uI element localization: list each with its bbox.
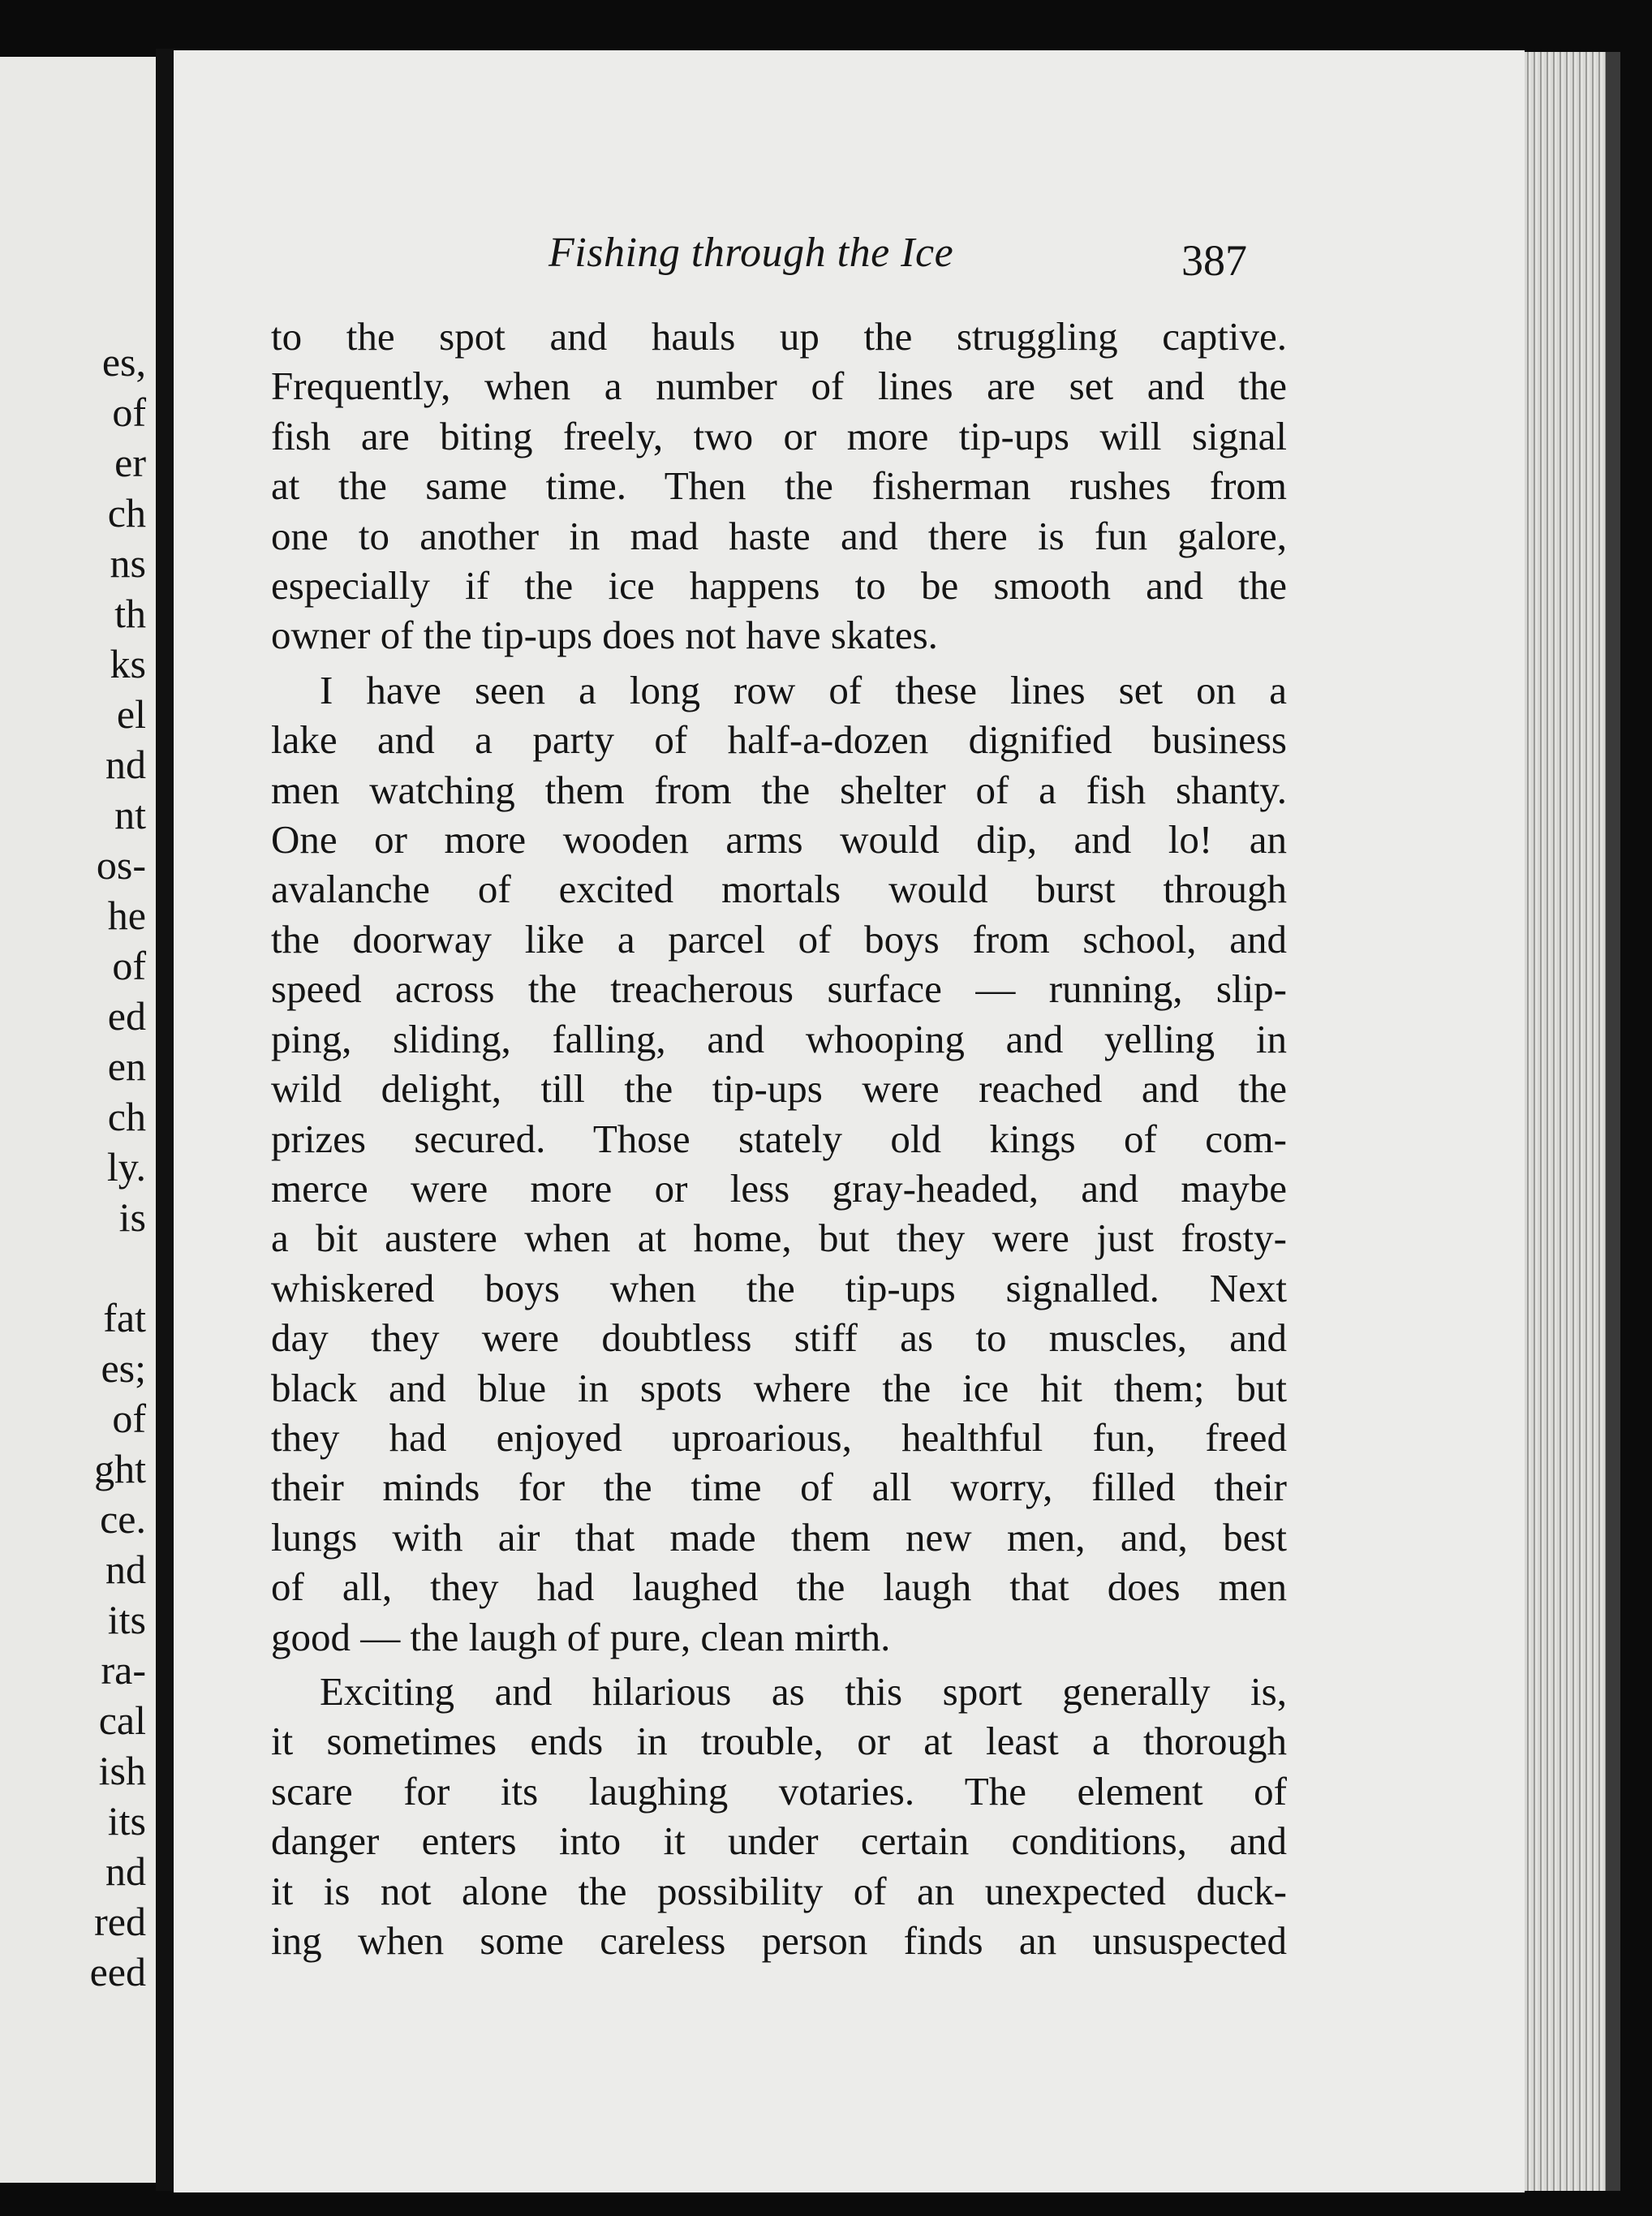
- left-page-fragment: os-: [96, 842, 146, 888]
- left-page-fragment: nd: [105, 1848, 146, 1894]
- text-line: danger enters into it under certain conditions, and: [271, 1818, 1287, 1864]
- left-facing-page: [0, 57, 159, 2183]
- left-page-fragment: nd: [105, 742, 146, 787]
- left-page-fragment: of: [112, 943, 146, 988]
- left-page-fragment: is: [118, 1194, 146, 1240]
- left-page-fragment: ch: [107, 1094, 146, 1139]
- text-line: day they were doubtless stiff as to muscles, and: [271, 1315, 1287, 1361]
- text-line: they had enjoyed uproarious, healthful fun, freed: [271, 1414, 1287, 1460]
- text-line: good — the laugh of pure, clean mirth.: [271, 1614, 891, 1659]
- left-page-fragment: er: [114, 440, 146, 485]
- left-page-fragment: el: [116, 691, 146, 737]
- left-page-fragment: of: [112, 389, 146, 435]
- book-gutter: [156, 49, 175, 2191]
- text-line: black and blue in spots where the ice hit them; but: [271, 1365, 1287, 1410]
- left-page-fragment: its: [107, 1798, 146, 1844]
- text-line: owner of the tip-ups does not have skates.: [271, 613, 938, 658]
- text-line: ing when some careless person finds an unsuspected: [271, 1918, 1287, 1963]
- left-page-fragment: nd: [105, 1547, 146, 1592]
- page-edges: [1525, 52, 1618, 2191]
- text-line: wild delight, till the tip-ups were reached and the: [271, 1066, 1287, 1112]
- left-page-fragment: th: [114, 591, 146, 636]
- text-line: one to another in mad haste and there is fun galore,: [271, 513, 1287, 558]
- text-line: fish are biting freely, two or more tip-ups will signal: [271, 413, 1287, 458]
- left-page-fragment: es,: [101, 339, 146, 385]
- page-number: 387: [1181, 236, 1247, 285]
- left-page-fragment: ish: [98, 1748, 146, 1793]
- text-line: men watching them from the shelter of a fish shanty.: [271, 767, 1287, 812]
- text-line: prizes secured. Those stately old kings of com-: [271, 1116, 1287, 1161]
- left-page-fragment: eed: [89, 1949, 146, 1994]
- text-line: especially if the ice happens to be smooth and the: [271, 563, 1287, 609]
- text-line: to the spot and hauls up the struggling captive.: [271, 314, 1287, 359]
- left-page-fragment: nt: [114, 792, 146, 837]
- left-page-fragment: cal: [98, 1697, 146, 1743]
- left-page-fragment: ed: [107, 993, 146, 1039]
- left-page-fragment: ns: [110, 540, 146, 586]
- text-line: it sometimes ends in trouble, or at least a thorough: [271, 1719, 1287, 1764]
- text-line: the doorway like a parcel of boys from school, and: [271, 916, 1287, 962]
- left-page-fragment: its: [107, 1597, 146, 1642]
- paragraph: [271, 665, 1287, 1662]
- left-page-fragment: ly.: [106, 1144, 146, 1190]
- left-page-fragment: es;: [101, 1345, 146, 1391]
- left-page-fragment: ch: [107, 490, 146, 536]
- left-page-fragment: red: [94, 1899, 146, 1944]
- left-page-fragment: he: [107, 893, 146, 938]
- text-line: Frequently, when a number of lines are set and the: [271, 364, 1287, 409]
- text-line: lake and a party of half-a-dozen dignified business: [271, 717, 1287, 763]
- text-line: lungs with air that made them new men, and, best: [271, 1514, 1287, 1560]
- text-line: ping, sliding, falling, and whooping and yelling in: [271, 1016, 1287, 1061]
- left-page-fragment: ra-: [101, 1647, 146, 1693]
- running-head-title: Fishing through the Ice: [549, 230, 954, 276]
- text-line: Exciting and hilarious as this sport generally is,: [320, 1668, 1287, 1714]
- page-edges-shadow: [1606, 52, 1620, 2191]
- left-page-fragment: ce.: [100, 1496, 146, 1542]
- paragraph: [271, 1667, 1287, 1965]
- left-page-text-fragments: [90, 337, 146, 1997]
- left-page-fragment: ks: [110, 641, 146, 686]
- text-line: their minds for the time of all worry, filled their: [271, 1465, 1287, 1510]
- text-line: of all, they had laughed the laugh that does men: [271, 1564, 1287, 1610]
- text-line: I have seen a long row of these lines set on a: [320, 667, 1287, 712]
- text-line: speed across the treacherous surface — running, slip-: [271, 966, 1287, 1012]
- text-line: a bit austere when at home, but they were just frosty-: [271, 1216, 1287, 1261]
- left-page-fragment: of: [112, 1396, 146, 1441]
- text-line: scare for its laughing votaries. The element of: [271, 1768, 1287, 1814]
- body-text: [271, 312, 1287, 1965]
- text-line: avalanche of excited mortals would burst through: [271, 867, 1287, 912]
- text-line: it is not alone the possibility of an unexpected duck-: [271, 1868, 1287, 1913]
- left-page-fragment: ght: [94, 1446, 146, 1491]
- left-page-fragment: fat: [103, 1295, 146, 1340]
- left-page-fragment: en: [107, 1043, 146, 1089]
- left-page-fragment: [90, 1242, 146, 1293]
- text-line: merce were more or less gray-headed, and maybe: [271, 1165, 1287, 1211]
- text-line: whiskered boys when the tip-ups signalled. Next: [271, 1265, 1287, 1310]
- paragraph: [271, 312, 1287, 660]
- text-line: at the same time. Then the fisherman rushes from: [271, 463, 1287, 509]
- text-line: One or more wooden arms would dip, and lo! an: [271, 817, 1287, 863]
